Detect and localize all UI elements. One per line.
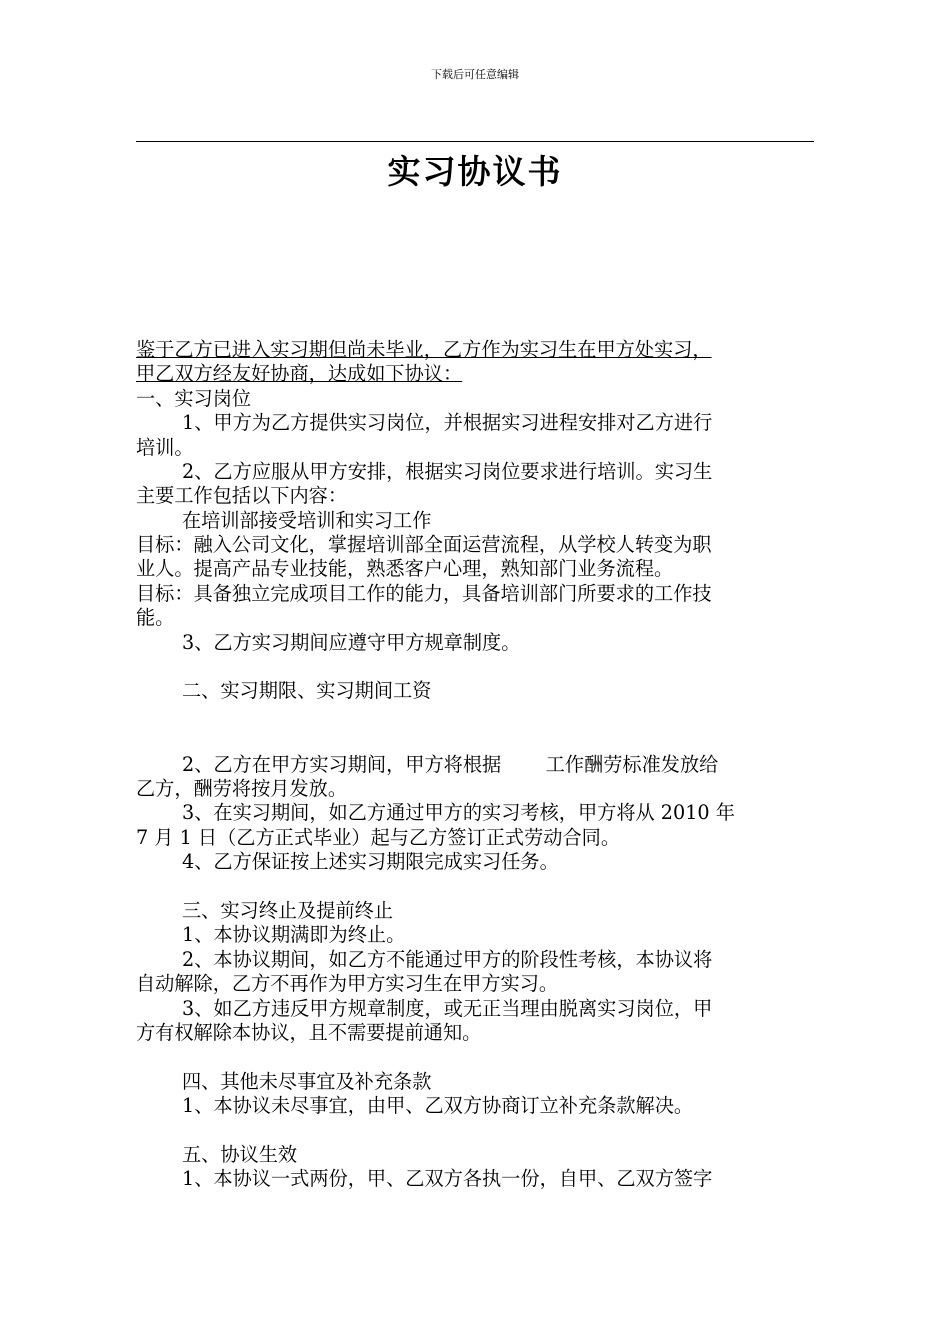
- paragraph-line: 在培训部接受培训和实习工作: [182, 508, 432, 532]
- paragraph-line: 7 月 1 日（乙方正式毕业）起与乙方签订正式劳动合同。: [136, 825, 621, 849]
- paragraph-line: 3、在实习期间，如乙方通过甲方的实习考核，甲方将从 2010 年: [182, 801, 735, 825]
- paragraph-line: 2、乙方在甲方实习期间，甲方将根据 工作酬劳标准发放给: [182, 752, 719, 776]
- paragraph-line: 1、本协议一式两份，甲、乙双方各执一份，自甲、乙双方签字: [182, 1167, 713, 1191]
- paragraph-line: 2、乙方应服从甲方安排，根据实习岗位要求进行培训。实习生: [182, 459, 713, 483]
- section-heading: 一、实习岗位: [136, 386, 252, 410]
- field-contact: [136, 314, 816, 338]
- section-heading: 二、实习期限、实习期间工资: [182, 679, 432, 703]
- section-heading: 五、协议生效: [182, 1142, 298, 1166]
- paragraph-line: 乙方，酬劳将按月发放。: [136, 776, 348, 800]
- field-party-b: [136, 240, 816, 264]
- field-school: [136, 289, 816, 313]
- paragraph-line: 3、乙方实习期间应遵守甲方规章制度。: [182, 630, 521, 654]
- preamble-line: 甲乙双方经友好协商，达成如下协议：: [136, 362, 463, 386]
- header-rule: [136, 141, 814, 142]
- field-id-number: [136, 265, 816, 289]
- section-heading: 四、其他未尽事宜及补充条款: [182, 1069, 432, 1093]
- paragraph-line: 能。: [136, 606, 175, 630]
- paragraph-line: 业人。提高产品专业技能，熟悉客户心理，熟知部门业务流程。: [136, 557, 674, 581]
- paragraph-line: 1、本协议未尽事宜，由甲、乙双方协商订立补充条款解决。: [182, 1094, 694, 1118]
- paragraph-line: 3、如乙方违反甲方规章制度，或无正当理由脱离实习岗位，甲: [182, 996, 713, 1020]
- paragraph-line: 1、甲方为乙方提供实习岗位，并根据实习进程安排对乙方进行: [182, 411, 713, 435]
- paragraph-line: 目标：融入公司文化，掌握培训部全面运营流程，从学校人转变为职: [136, 533, 712, 557]
- term-line: [136, 728, 816, 752]
- paragraph-line: 1、本协议期满即为终止。: [182, 923, 406, 947]
- paragraph-line: 培训。: [136, 435, 194, 459]
- header-note: 下载后可任意编辑: [431, 68, 519, 81]
- paragraph-line: 主要工作包括以下内容：: [136, 484, 348, 508]
- term-line: [136, 704, 816, 728]
- paragraph-line: 4、乙方保证按上述实习期限完成实习任务。: [182, 850, 559, 874]
- paragraph-line: 2、本协议期间，如乙方不能通过甲方的阶段性考核，本协议将: [182, 947, 713, 971]
- page-title: 实习协议书: [387, 152, 563, 191]
- section-heading: 三、实习终止及提前终止: [182, 898, 394, 922]
- paragraph-line: 目标：具备独立完成项目工作的能力，具备培训部门所要求的工作技: [136, 581, 712, 605]
- field-party-a: [136, 216, 816, 240]
- agreement-body: [136, 216, 816, 1192]
- paragraph-line: 自动解除，乙方不再作为甲方实习生在甲方实习。: [136, 972, 559, 996]
- paragraph-line: 方有权解除本协议，且不需要提前通知。: [136, 1020, 482, 1044]
- preamble-line: 鉴于乙方已进入实习期但尚未毕业，乙方作为实习生在甲方处实习，: [136, 337, 712, 361]
